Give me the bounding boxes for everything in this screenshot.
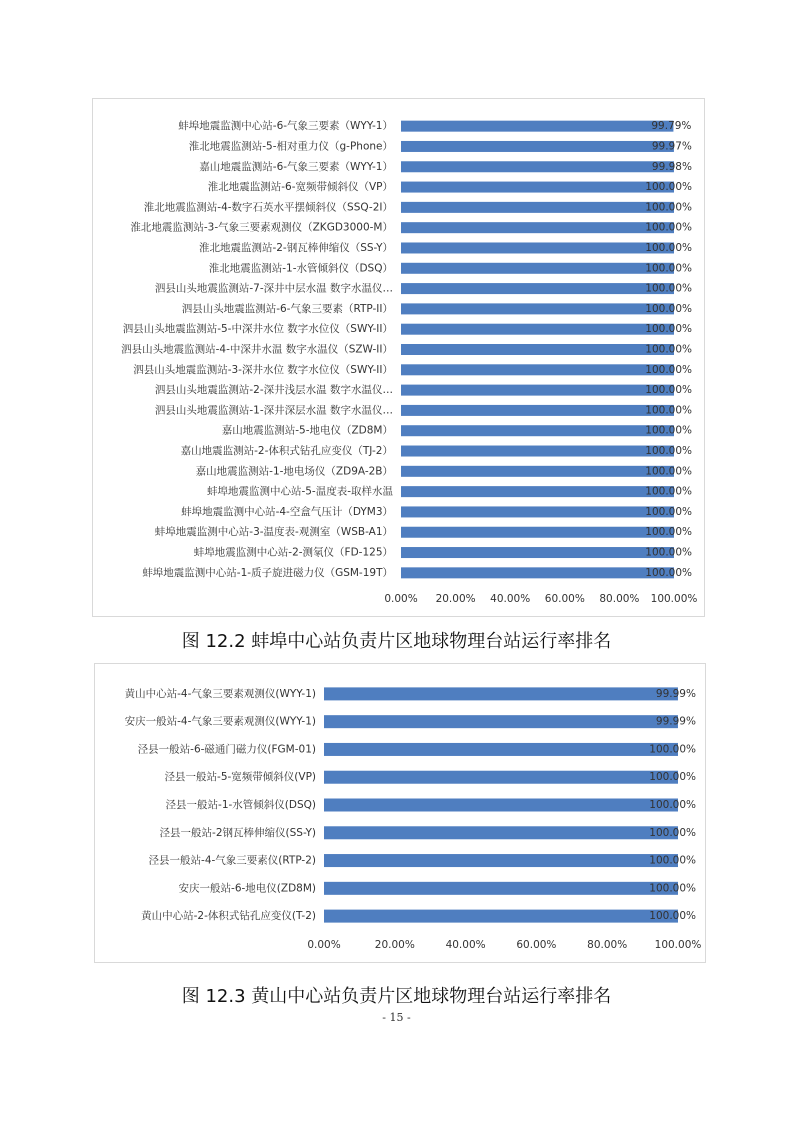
value-label: 100.00% (645, 302, 692, 315)
category-label: 泗县山头地震监测站-4-中深井水温 数字水温仪（SZW-II） (121, 343, 393, 356)
bar (324, 854, 678, 867)
bar (401, 446, 674, 457)
category-label: 泗县山头地震监测站-7-深井中层水温 数字水温仪… (154, 282, 393, 295)
category-label: 蚌埠地震监测中心站-4-空盒气压计（DYM3） (181, 505, 393, 518)
category-label: 淮北地震监测站-4-数字石英水平摆倾斜仪（SSQ-2I） (143, 201, 393, 214)
value-label: 100.00% (645, 424, 692, 437)
value-label: 100.00% (645, 282, 692, 295)
bar (324, 882, 678, 895)
category-label: 安庆一般站-4-气象三要素观测仪(WYY-1) (124, 715, 316, 728)
bar (401, 242, 674, 253)
bar (401, 141, 674, 152)
x-tick-label: 40.00% (490, 593, 531, 605)
value-label: 100.00% (645, 181, 692, 194)
value-label: 100.00% (645, 262, 692, 275)
bar (401, 121, 673, 132)
value-label: 100.00% (649, 910, 696, 923)
value-label: 100.00% (649, 799, 696, 811)
category-label: 蚌埠地震监测中心站-2-测氡仪（FD-125） (193, 546, 393, 559)
bar (401, 405, 674, 416)
chart-1-svg (93, 99, 704, 616)
value-label: 100.00% (649, 826, 696, 839)
category-label: 淮北地震监测站-3-气象三要素观测仪（ZKGD3000-M） (130, 221, 393, 234)
bar (401, 527, 674, 538)
category-label: 嘉山地震监测站-5-地电仪（ZD8M） (221, 424, 393, 437)
chart-2-svg (95, 664, 705, 962)
x-tick-label: 100.00% (650, 593, 698, 605)
bar (401, 303, 674, 314)
x-tick-label: 20.00% (374, 939, 415, 951)
bar (401, 385, 674, 396)
value-label: 100.00% (645, 363, 692, 376)
x-tick-label: 100.00% (654, 939, 702, 951)
bar (401, 222, 674, 233)
value-label: 100.00% (645, 485, 692, 498)
value-label: 100.00% (649, 743, 696, 756)
value-label: 100.00% (645, 384, 692, 397)
bar (401, 344, 674, 355)
category-label: 蚌埠地震监测中心站-5-温度表-取样水温 (206, 485, 393, 498)
value-label: 100.00% (645, 526, 692, 539)
value-label: 100.00% (645, 241, 692, 254)
bar (401, 202, 674, 213)
category-label: 蚌埠地震监测中心站-3-温度表-观测室（WSB-A1） (154, 526, 393, 539)
category-label: 泾县一般站-4-气象三要素仪(RTP-2) (148, 854, 316, 867)
bar (401, 324, 674, 335)
x-tick-label: 0.00% (307, 939, 341, 951)
bar (401, 506, 674, 517)
bar (401, 263, 674, 274)
category-label: 黄山中心站-4-气象三要素观测仪(WYY-1) (124, 687, 316, 700)
bar (324, 715, 678, 728)
chart-1-frame (92, 98, 705, 617)
bar (324, 687, 678, 700)
category-label: 嘉山地震监测站-6-气象三要素（WYY-1） (199, 160, 393, 173)
category-label: 泾县一般站-6-磁通门磁力仪(FGM-01) (137, 743, 316, 756)
bar (401, 466, 674, 477)
category-label: 泾县一般站-1-水管倾斜仪(DSQ) (165, 799, 316, 811)
value-label: 99.97% (651, 140, 692, 153)
category-label: 嘉山地震监测站-1-地电场仪（ZD9A-2B） (195, 465, 393, 478)
category-label: 嘉山地震监测站-2-体积式钻孔应变仪（TJ-2） (180, 445, 393, 458)
x-tick-label: 20.00% (435, 593, 476, 605)
x-tick-label: 60.00% (516, 939, 557, 951)
value-label: 99.99% (655, 715, 696, 728)
value-label: 99.79% (651, 120, 692, 133)
chart-1-caption: 图 12.2 蚌埠中心站负责片区地球物理台站运行率排名 (181, 631, 612, 652)
value-label: 99.98% (651, 160, 692, 173)
bar (401, 486, 674, 497)
category-label: 淮北地震监测站-1-水管倾斜仪（DSQ） (208, 262, 393, 275)
bar (324, 826, 678, 839)
chart-2-caption: 图 12.3 黄山中心站负责片区地球物理台站运行率排名 (181, 986, 612, 1007)
value-label: 100.00% (645, 465, 692, 478)
category-label: 淮北地震监测站-5-相对重力仪（g-Phone） (188, 140, 393, 153)
category-label: 泗县山头地震监测站-3-深井水位 数字水位仪（SWY-II） (133, 363, 393, 376)
bar (324, 771, 678, 784)
bar (401, 425, 674, 436)
value-label: 100.00% (645, 505, 692, 518)
category-label: 蚌埠地震监测中心站-6-气象三要素（WYY-1） (178, 120, 393, 133)
value-label: 100.00% (645, 201, 692, 214)
bar (401, 182, 674, 193)
x-tick-label: 80.00% (599, 593, 640, 605)
bar (401, 364, 674, 375)
category-label: 泗县山头地震监测站-6-气象三要素（RTP-II） (181, 302, 393, 315)
bar (324, 799, 678, 812)
x-tick-label: 60.00% (544, 593, 585, 605)
value-label: 100.00% (649, 854, 696, 867)
category-label: 泗县山头地震监测站-5-中深井水位 数字水位仪（SWY-II） (122, 323, 393, 336)
value-label: 100.00% (645, 546, 692, 559)
category-label: 黄山中心站-2-体积式钻孔应变仪(T-2) (141, 910, 316, 923)
bar (401, 567, 674, 578)
category-label: 安庆一般站-6-地电仪(ZD8M) (178, 882, 316, 895)
value-label: 100.00% (645, 343, 692, 356)
bar (401, 283, 674, 294)
value-label: 100.00% (645, 445, 692, 458)
value-label: 100.00% (645, 404, 692, 417)
x-tick-label: 0.00% (384, 593, 418, 605)
category-label: 泗县山头地震监测站-2-深井浅层水温 数字水温仪… (154, 384, 393, 397)
value-label: 100.00% (645, 221, 692, 234)
bar (324, 910, 678, 923)
value-label: 100.00% (645, 323, 692, 336)
value-label: 100.00% (649, 771, 696, 784)
value-label: 100.00% (649, 882, 696, 895)
value-label: 99.99% (655, 687, 696, 700)
bar (401, 161, 674, 172)
category-label: 泗县山头地震监测站-1-深井深层水温 数字水温仪… (154, 404, 393, 417)
category-label: 蚌埠地震监测中心站-1-质子旋进磁力仪（GSM-19T） (142, 566, 393, 579)
category-label: 泾县一般站-2钢瓦棒伸缩仪(SS-Y) (159, 826, 316, 839)
category-label: 泾县一般站-5-宽频带倾斜仪(VP) (164, 771, 316, 784)
x-tick-label: 40.00% (445, 939, 486, 951)
category-label: 淮北地震监测站-2-钢瓦棒伸缩仪（SS-Y） (198, 241, 393, 254)
x-tick-label: 80.00% (587, 939, 628, 951)
bar (324, 743, 678, 756)
page-number: - 15 - (382, 1011, 411, 1024)
chart-2-frame (94, 663, 706, 963)
value-label: 100.00% (645, 566, 692, 579)
category-label: 淮北地震监测站-6-宽频带倾斜仪（VP） (207, 181, 393, 194)
bar (401, 547, 674, 558)
